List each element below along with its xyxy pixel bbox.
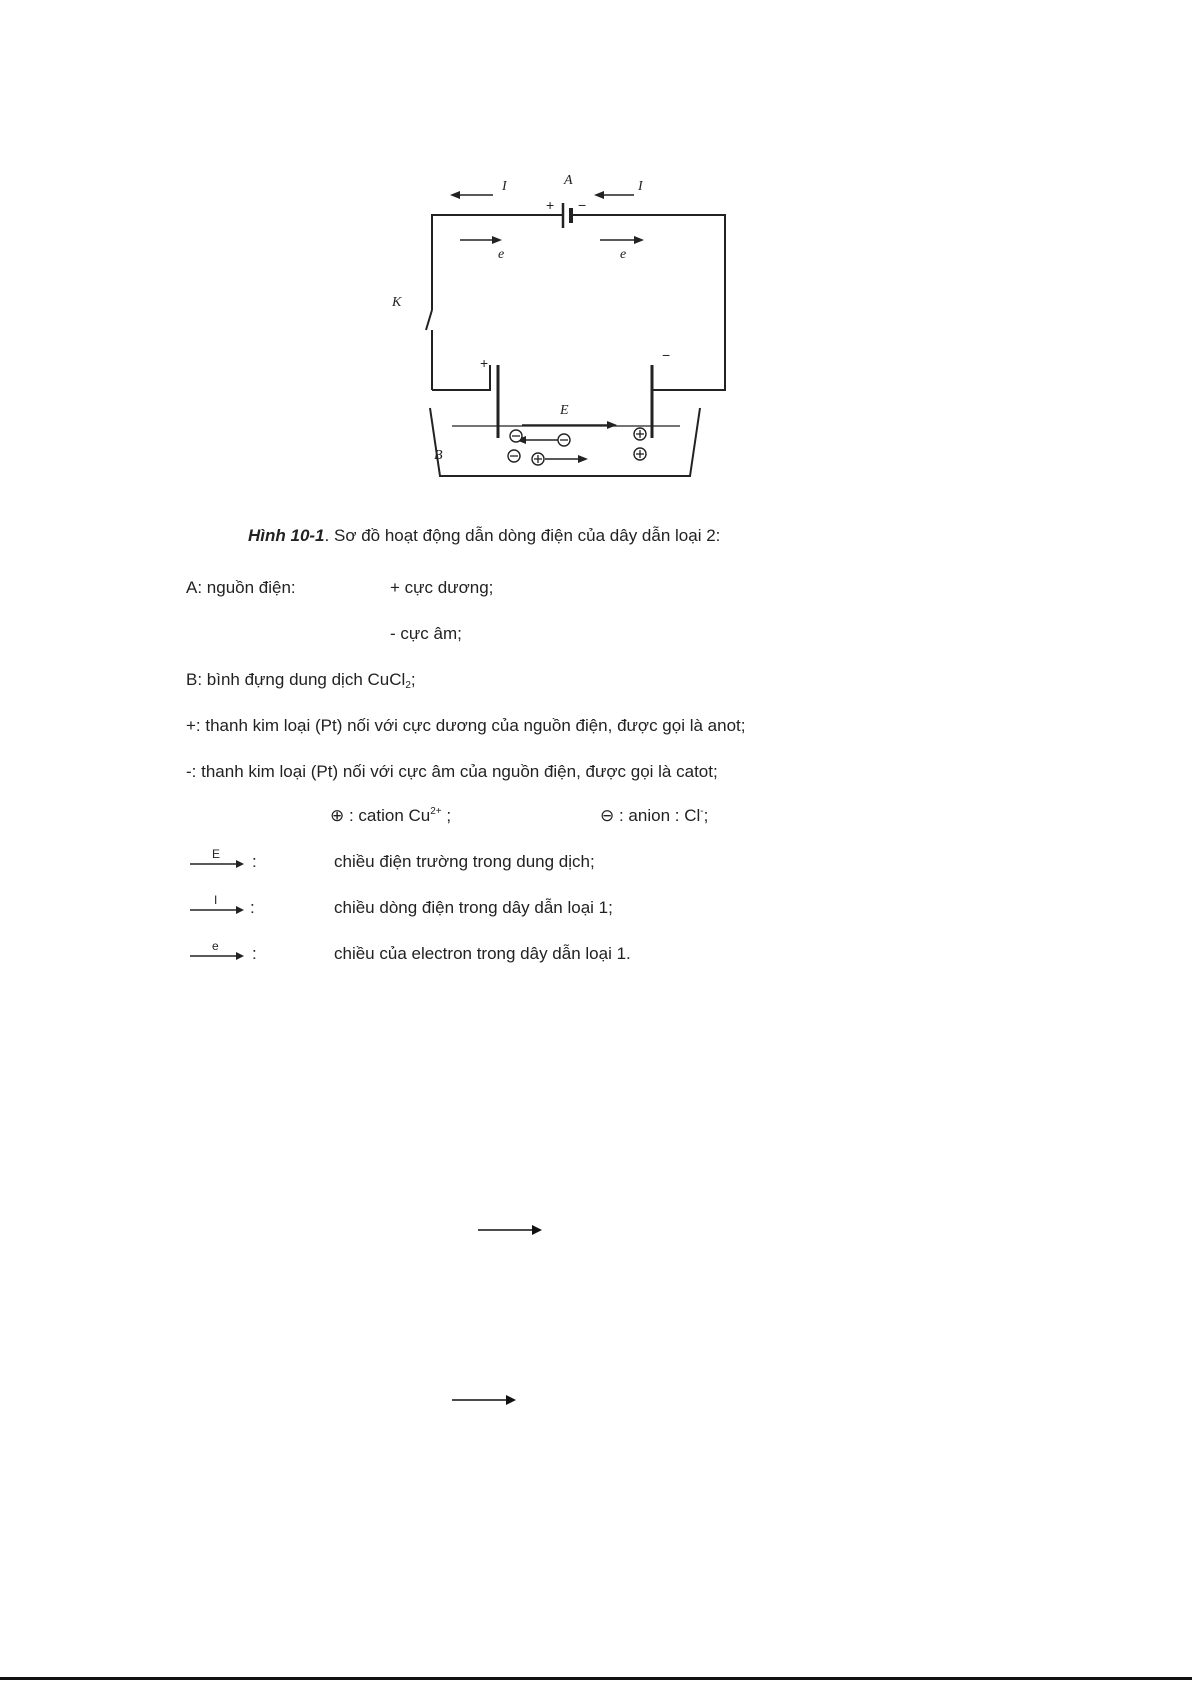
legend-electron-arrow — [188, 940, 250, 964]
anion-superscript: - — [700, 806, 704, 817]
label-field-e: E — [560, 403, 569, 418]
caption-number: Hình 10-1 — [248, 526, 325, 545]
legend-current-colon: : — [250, 898, 255, 917]
label-vessel-b: B — [434, 448, 443, 463]
legend-b-text: B: bình đựng dung dịch CuCl — [186, 670, 406, 689]
cation-text: : cation Cu — [348, 806, 431, 825]
label-electron-left: e — [498, 247, 505, 262]
caption-text: . Sơ đồ hoạt động dẫn dòng điện của dây dẫn loại 2: — [324, 526, 721, 545]
wire-top-left — [432, 215, 562, 230]
page-bottom-rule — [0, 1677, 1192, 1680]
legend-b — [186, 670, 416, 691]
cation-motion-arrowhead — [578, 455, 588, 463]
standalone-arrow-2 — [450, 1392, 520, 1408]
legend-b-end: ; — [410, 670, 416, 689]
legend-a-plus: + cực dương; — [390, 578, 494, 597]
legend-electron-text: chiều của electron trong dây dẫn loại 1. — [334, 944, 631, 963]
electron-arrowhead-left — [492, 236, 502, 244]
figure-caption — [248, 526, 720, 546]
label-battery-plus: + — [546, 197, 555, 213]
label-anode-plus: + — [480, 355, 489, 371]
electrolysis-circuit-diagram — [370, 170, 750, 490]
label-switch-k: K — [392, 295, 402, 310]
label-cathode-minus: − — [662, 347, 671, 363]
legend-field-arrow-letter: E — [212, 848, 221, 861]
legend-anion — [600, 806, 708, 826]
electron-arrowhead-right — [634, 236, 644, 244]
legend-current-arrow — [188, 894, 250, 918]
wire-top-right — [573, 215, 725, 390]
legend-cathode-line: -: thanh kim loại (Pt) nối với cực âm của nguồn điện, được gọi là catot; — [186, 762, 718, 781]
cation-end: ; — [446, 806, 452, 825]
anion-text: : anion : Cl — [618, 806, 701, 825]
legend-current-arrow-letter: I — [214, 894, 218, 907]
legend-a-minus: - cực âm; — [390, 624, 462, 643]
anion-end: ; — [703, 806, 709, 825]
legend-b-subscript: 2 — [405, 680, 411, 691]
legend-cation — [330, 806, 451, 826]
standalone-arrow-1 — [476, 1222, 546, 1238]
switch-k — [426, 310, 432, 330]
legend-electron-arrow-letter: e — [212, 940, 219, 953]
field-arrowhead-e — [607, 421, 617, 429]
cation-superscript: 2+ — [430, 806, 442, 817]
legend-electron-colon: : — [252, 944, 257, 963]
label-battery-minus: − — [578, 197, 587, 213]
current-arrowhead-right — [594, 191, 604, 199]
label-current-right: I — [638, 179, 643, 194]
cation-symbol: ⊕ — [330, 806, 345, 825]
legend-field-text: chiều điện trường trong dung dịch; — [334, 852, 595, 871]
legend-field-colon: : — [252, 852, 257, 871]
label-current-left: I — [502, 179, 507, 194]
legend-field-arrow — [188, 848, 250, 872]
legend-anode-line: +: thanh kim loại (Pt) nối với cực dương của nguồn điện, được gọi là anot; — [186, 716, 746, 735]
anion-symbol: ⊖ — [600, 806, 615, 825]
legend-a-label: A: nguồn điện: — [186, 578, 296, 597]
legend-current-text: chiều dòng điện trong dây dẫn loại 1; — [334, 898, 613, 917]
current-arrowhead-left — [450, 191, 460, 199]
label-electron-right: e — [620, 247, 627, 262]
label-source-a: A — [564, 173, 573, 188]
